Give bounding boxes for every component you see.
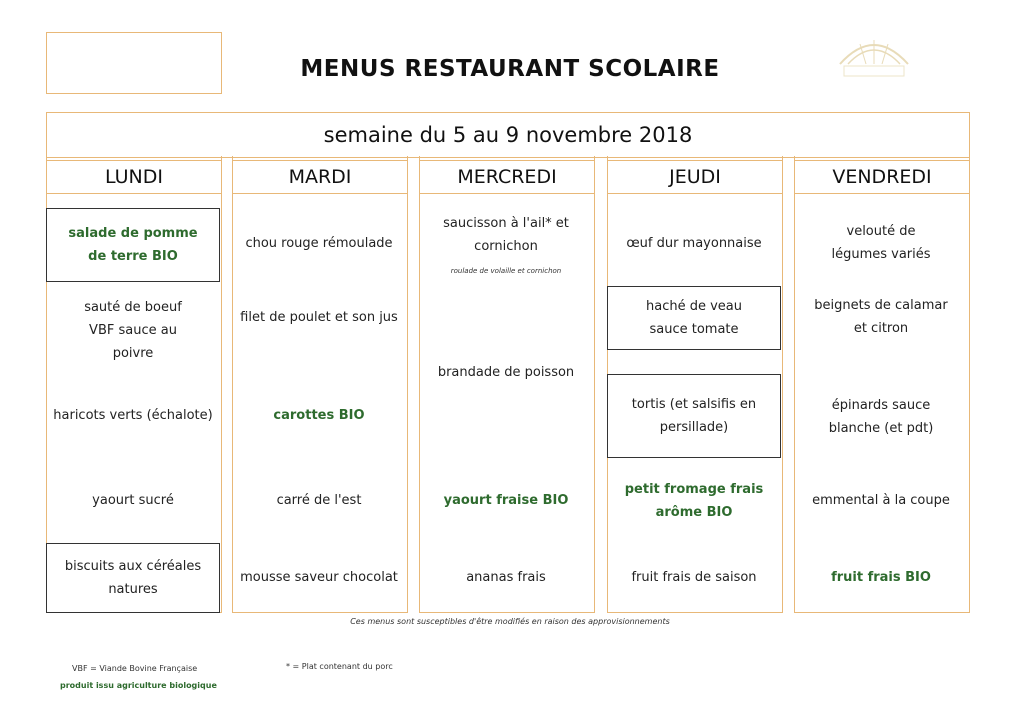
dish-mardi-side: carottes BIO: [273, 408, 365, 423]
dish-mercredi-starter-alt: roulade de volaille et cornichon: [450, 267, 562, 275]
dish-mardi-dairy: carré de l'est: [276, 493, 362, 508]
day-header-lundi: LUNDI: [46, 160, 222, 194]
dish-mercredi-main: brandade de poisson: [437, 365, 575, 380]
disclaimer-note: Ces menus sont susceptibles d'être modifiés en raison des approvisionnements: [350, 617, 670, 626]
page-title: MENUS RESTAURANT SCOLAIRE: [300, 56, 720, 82]
legend-pork: * = Plat contenant du porc: [286, 662, 393, 671]
logo-placeholder-box: [46, 32, 222, 94]
legend-bio: produit issu agriculture biologique: [60, 681, 217, 690]
dish-vendredi-dairy: emmental à la coupe: [812, 493, 950, 508]
legend-vbf: VBF = Viande Bovine Française: [72, 664, 198, 673]
dish-mardi-dessert: mousse saveur chocolat: [240, 570, 398, 585]
column-mardi: [232, 156, 408, 613]
dish-vendredi-main: beignets de calamar et citron: [814, 298, 948, 336]
dish-lundi-starter: salade de pomme de terre BIO: [46, 208, 220, 282]
day-header-jeudi: JEUDI: [607, 160, 783, 194]
dish-jeudi-dairy: petit fromage frais arôme BIO: [624, 482, 764, 520]
day-header-vendredi: VENDREDI: [794, 160, 970, 194]
dish-jeudi-starter: œuf dur mayonnaise: [626, 236, 762, 251]
day-header-mercredi: MERCREDI: [419, 160, 595, 194]
dish-lundi-dessert: biscuits aux céréales natures: [46, 543, 220, 613]
dish-jeudi-main: haché de veau sauce tomate: [607, 286, 781, 350]
dish-mercredi-dessert: ananas frais: [466, 570, 546, 585]
dish-vendredi-side: épinards sauce blanche (et pdt): [828, 398, 934, 436]
dish-mardi-main: filet de poulet et son jus: [240, 310, 398, 325]
week-banner: [46, 112, 970, 158]
day-header-mardi: MARDI: [232, 160, 408, 194]
dish-mercredi-dairy: yaourt fraise BIO: [443, 493, 569, 508]
dish-jeudi-side: tortis (et salsifis en persillade): [607, 374, 781, 458]
dish-lundi-main: sauté de boeuf VBF sauce au poivre: [84, 300, 182, 361]
dish-jeudi-dessert: fruit frais de saison: [631, 570, 757, 585]
week-label: semaine du 5 au 9 novembre 2018: [323, 123, 693, 147]
crest-logo-icon: [826, 24, 922, 90]
dish-vendredi-starter: velouté de légumes variés: [831, 224, 931, 262]
dish-mardi-starter: chou rouge rémoulade: [245, 236, 393, 251]
dish-lundi-dairy: yaourt sucré: [92, 493, 174, 508]
dish-lundi-side: haricots verts (échalote): [53, 408, 213, 423]
dish-mercredi-starter: saucisson à l'ail* et cornichon: [443, 216, 569, 254]
dish-vendredi-dessert: fruit frais BIO: [831, 570, 931, 585]
